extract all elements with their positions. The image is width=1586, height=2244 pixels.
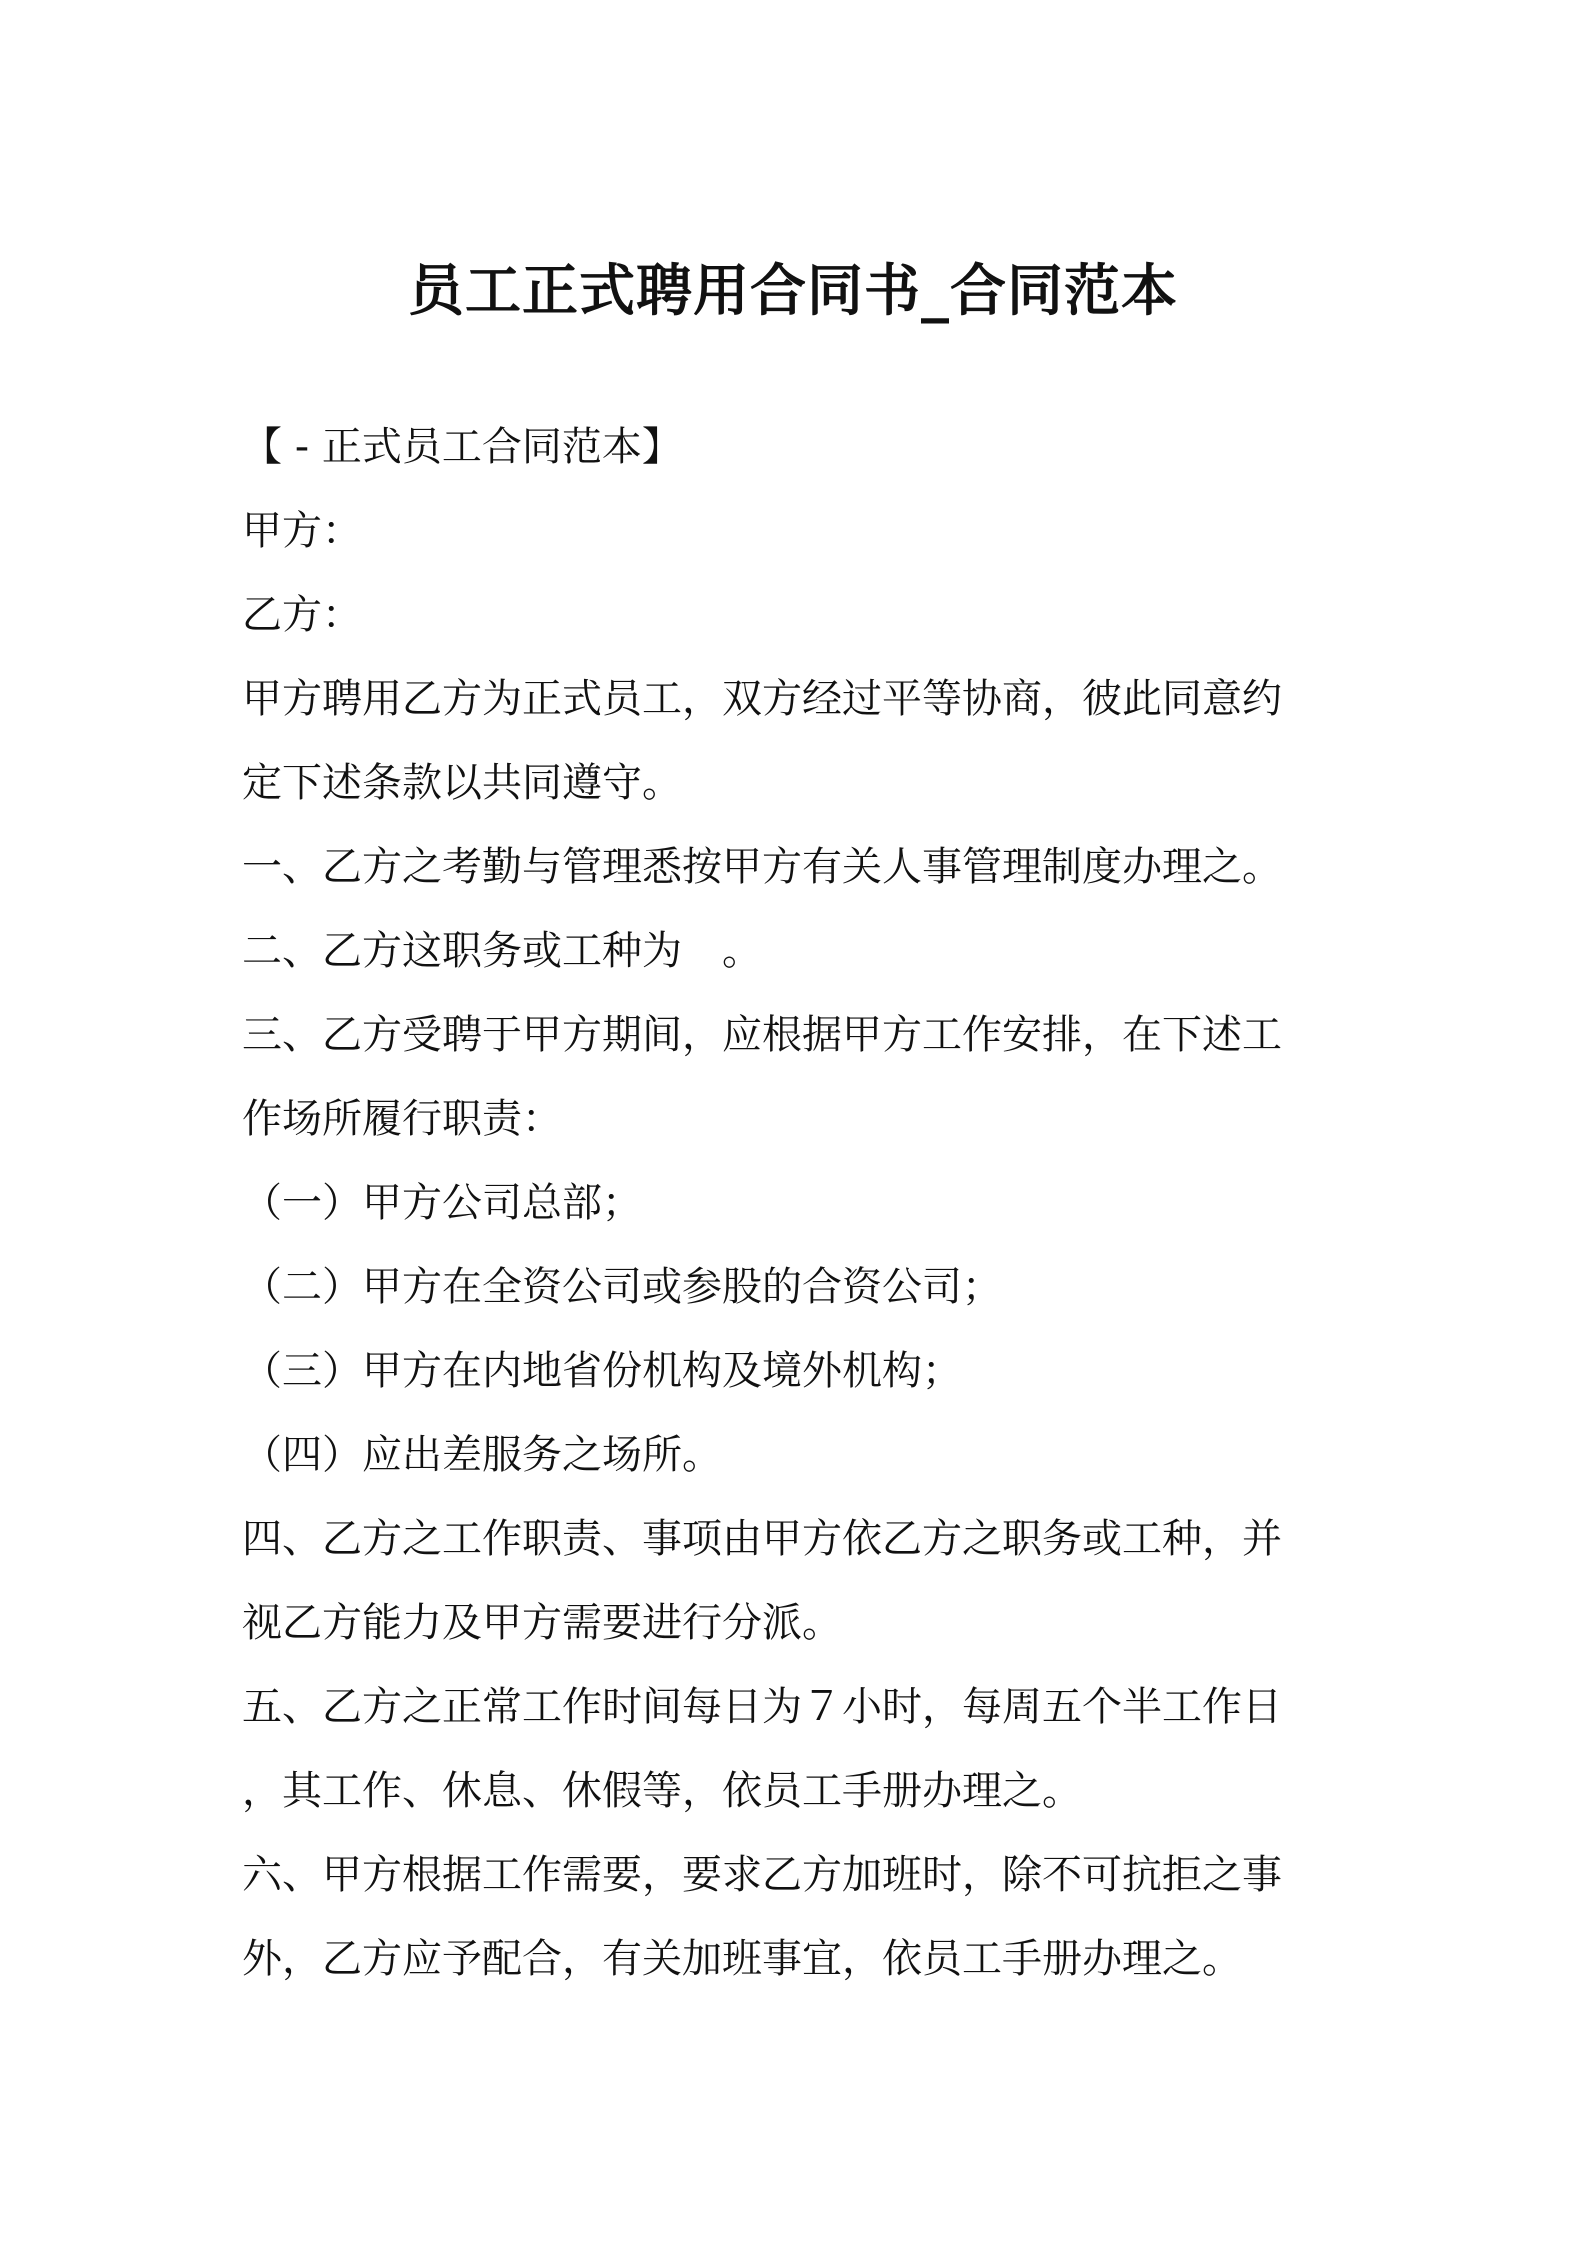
clause-line: 作场所履行职责： xyxy=(242,1096,562,1142)
sub-clause-line: （二）甲方在全资公司或参股的合资公司； xyxy=(242,1264,1002,1310)
clause-line: 五、乙方之正常工作时间每日为７小时，每周五个半工作日 xyxy=(242,1684,1282,1730)
paragraph-line: 甲方聘用乙方为正式员工，双方经过平等协商，彼此同意约 xyxy=(242,676,1282,722)
clause-line: 三、乙方受聘于甲方期间，应根据甲方工作安排，在下述工 xyxy=(242,1012,1282,1058)
clause-line: 六、甲方根据工作需要，要求乙方加班时，除不可抗拒之事 xyxy=(242,1852,1282,1898)
sub-clause-line: （三）甲方在内地省份机构及境外机构； xyxy=(242,1348,962,1394)
section-heading: 【 - 正式员工合同范本】 xyxy=(242,424,682,470)
clause-line: 一、乙方之考勤与管理悉按甲方有关人事管理制度办理之。 xyxy=(242,844,1282,890)
clause-line: 二、乙方这职务或工种为 。 xyxy=(242,928,762,974)
paragraph-line: 定下述条款以共同遵守。 xyxy=(242,760,682,806)
party-a-line: 甲方： xyxy=(242,508,362,554)
party-b-line: 乙方： xyxy=(242,592,362,638)
sub-clause-line: （一）甲方公司总部； xyxy=(242,1180,642,1226)
sub-clause-line: （四）应出差服务之场所。 xyxy=(242,1432,722,1478)
clause-line: 四、乙方之工作职责、事项由甲方依乙方之职务或工种，并 xyxy=(242,1516,1282,1562)
clause-line: 外，乙方应予配合，有关加班事宜，依员工手册办理之。 xyxy=(242,1936,1242,1982)
document-body xyxy=(242,405,1382,2001)
document-title: 员工正式聘用合同书_合同范本 xyxy=(408,259,1178,324)
clause-line: ，其工作、休息、休假等，依员工手册办理之。 xyxy=(242,1768,1082,1814)
clause-line: 视乙方能力及甲方需要进行分派。 xyxy=(242,1600,842,1646)
